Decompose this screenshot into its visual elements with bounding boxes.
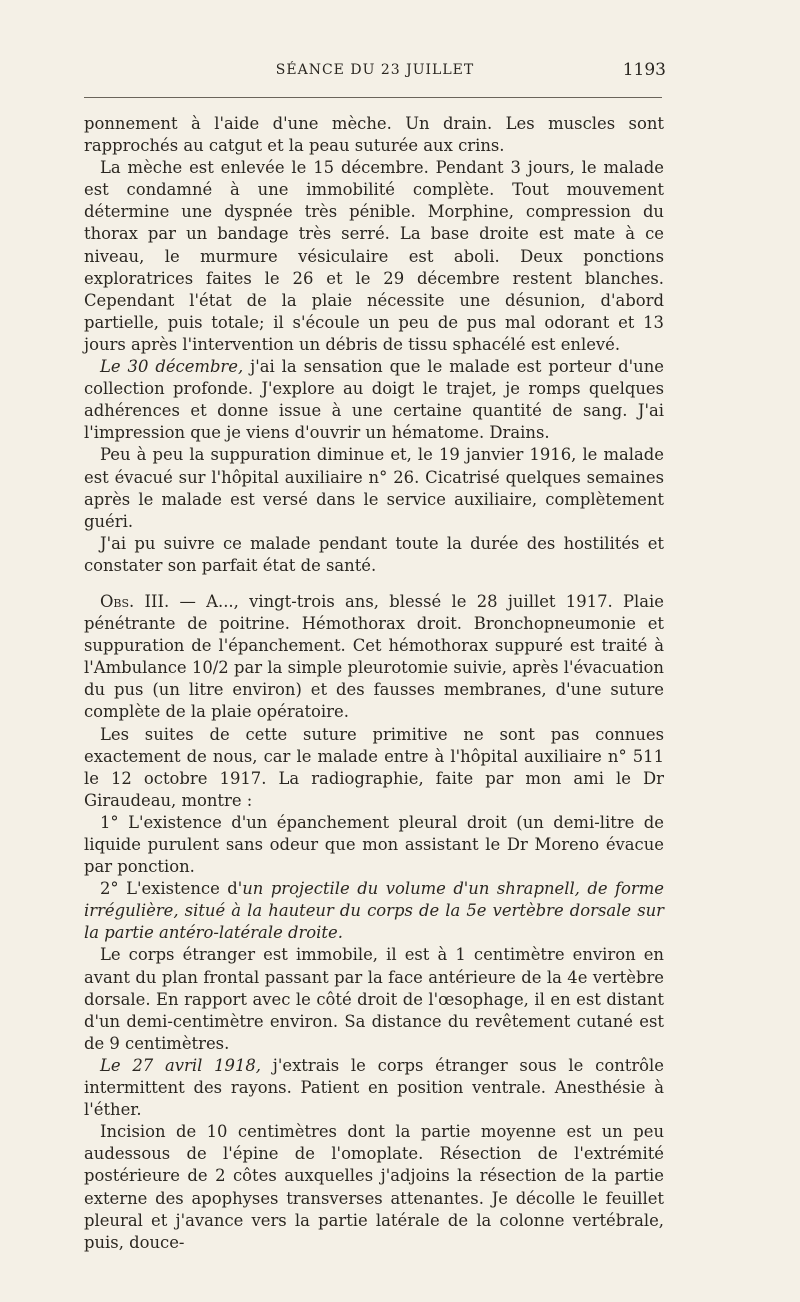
observation-3-label: Obs. III.: [100, 591, 170, 611]
paragraph-3: [84, 356, 664, 444]
body-text: [84, 113, 664, 1254]
observation-3-heading-paragraph: [84, 591, 664, 724]
paragraph-1-text: ponnement à l'aide d'une mèche. Un drain. Les muscles sont rapprochés au catgut et la peau suturée aux crins.: [84, 114, 664, 156]
paragraph-7: [84, 724, 664, 812]
paragraph-2: [84, 157, 664, 356]
header-rule: [84, 97, 662, 98]
paragraph-10: [84, 944, 664, 1054]
paragraph-9-text-a: 2° L'existence d': [100, 879, 243, 899]
paragraph-7-text: Les suites de cette suture primitive ne sont pas connues exactement de nous, car le malade entre à l'hôpital auxiliaire n° 511 le 12 octobre 1917. La radiographie, faite par mon ami le Dr Giraudeau, montre :: [84, 724, 664, 810]
running-title: SÉANCE DU 23 JUILLET: [275, 62, 475, 78]
page-number: 1193: [622, 60, 666, 80]
paragraph-10-text: Le corps étranger est immobile, il est à 1 centimètre environ en avant du plan frontal passant par la face antérieure de la 4e vertèbre dorsale. En rapport avec le côté droit de l'œsophage, il en est distant d'un demi-centimètre environ. Sa distance du revêtement cutané est de 9 centimètres.: [84, 945, 664, 1053]
paragraph-11: [84, 1055, 664, 1121]
paragraph-5: [84, 533, 664, 577]
paragraph-8: [84, 812, 664, 878]
paragraph-4: [84, 444, 664, 532]
paragraph-2-text: La mèche est enlevée le 15 décembre. Pendant 3 jours, le malade est condamné à une immobilité complète. Tout mouvement détermine une dyspnée très pénible. Morphine, compression du thorax par un bandage très serré. La base droite est mate à ce niveau, le murmure vésiculaire est aboli. Deux ponctions exploratrices faites le 26 et le 29 décembre restent blanches. Cependant l'état de la plaie nécessite une désunion, d'abord partielle, puis totale; il s'écoule un peu de pus mal odorant et 13 jours après l'intervention un débris de tissu sphacélé est enlevé.: [84, 158, 664, 354]
paragraph-6-text: — A..., vingt-trois ans, blessé le 28 juillet 1917. Plaie pénétrante de poitrine. Hémothorax droit. Bronchopneumonie et suppuration de l'épanchement. Cet hémothorax suppuré est traité à l'Ambulance 10/2 par la simple pleurotomie suivie, après l'évacuation du pus (un litre environ) et des fausses membranes, d'une suture complète de la plaie opératoire.: [84, 591, 664, 722]
paragraph-11-text: j'extrais le corps étranger sous le contrôle intermittent des rayons. Patient en position ventrale. Anesthésie à l'éther.: [84, 1055, 664, 1120]
paragraph-5-text: J'ai pu suivre ce malade pendant toute la durée des hostilités et constater son parfait état de santé.: [84, 533, 664, 575]
paragraph-4-text: Peu à peu la suppuration diminue et, le 19 janvier 1916, le malade est évacué sur l'hôpital auxiliaire n° 26. Cicatrisé quelques semaines après le malade est versé dans le service auxiliaire, complètement guéri.: [84, 445, 664, 531]
paragraph-9: [84, 878, 664, 944]
paragraph-12: [84, 1121, 664, 1254]
date-apr-27: Le 27 avril 1918,: [100, 1055, 262, 1075]
paragraph-3-text: j'ai la sensation que le malade est porteur d'une collection profonde. J'explore au doigt le trajet, je romps quelques adhérences et donne issue à une certaine quantité de sang. J'ai l'impression que je viens d'ouvrir un hématome. Drains.: [84, 357, 664, 443]
paragraph-12-text: Incision de 10 centimètres dont la partie moyenne est un peu audessous de l'épine de l'omoplate. Résection de l'extrémité postérieure de 2 côtes auxquelles j'adjoins la résection de la partie externe des apophyses transverses attenantes. Je décolle le feuillet pleural et j'avance vers la partie latérale de la colonne vertébrale, puis, douce-: [84, 1122, 664, 1252]
paragraph-9-italic: un projectile du volume d'un shrapnell, de forme irrégulière, situé à la hauteur du corps de la 5e vertèbre dorsale sur la partie antéro-latérale droite.: [84, 879, 664, 943]
paragraph-1: [84, 113, 664, 157]
paragraph-8-text: 1° L'existence d'un épanchement pleural droit (un demi-litre de liquide purulent sans odeur que mon assistant le Dr Moreno évacue par ponction.: [84, 812, 664, 877]
page-header: [84, 60, 666, 86]
date-dec-30: Le 30 décembre,: [100, 357, 244, 377]
